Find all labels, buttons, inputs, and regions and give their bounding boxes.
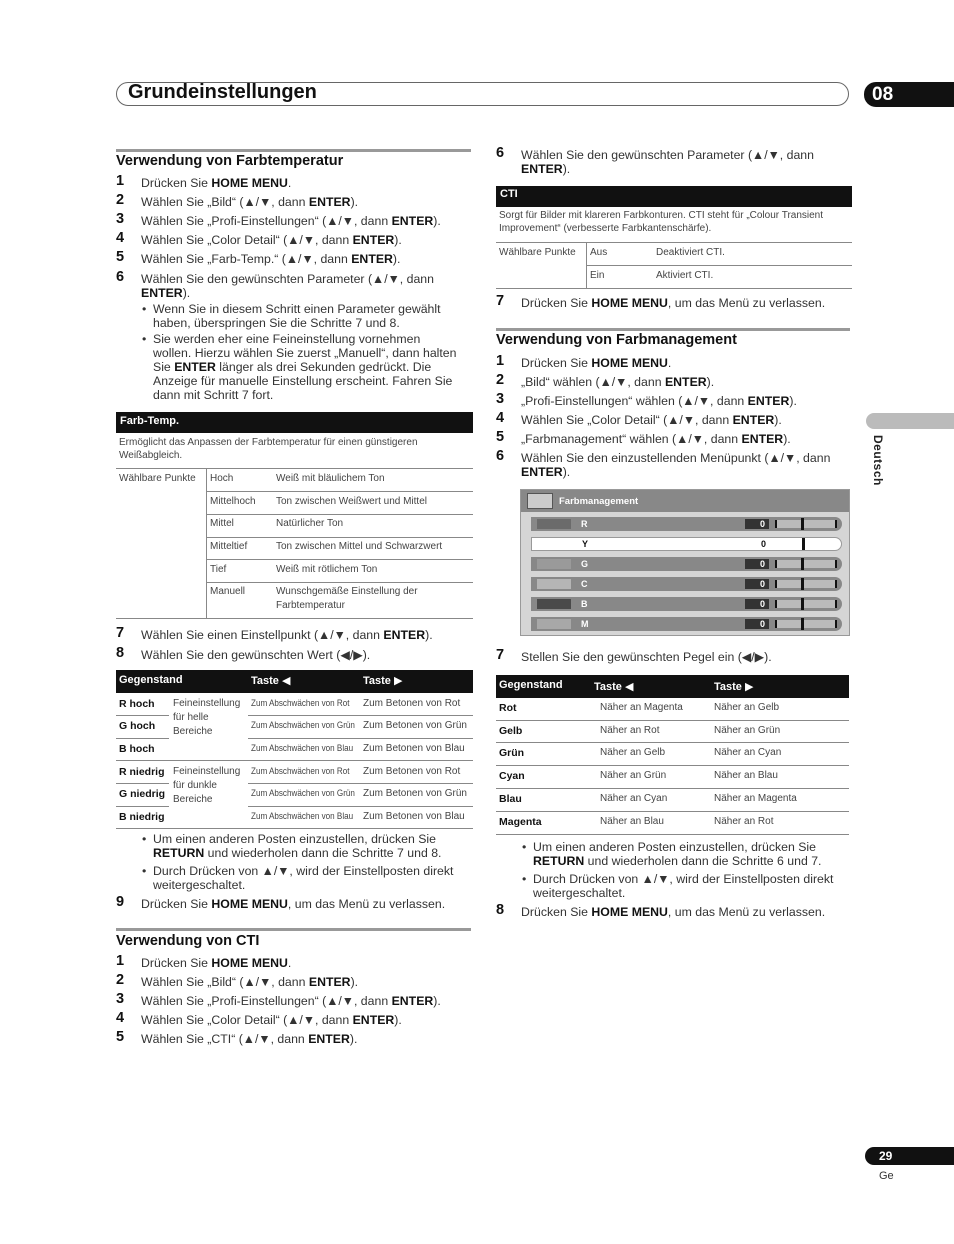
table-cell: Feineinstellung	[173, 766, 241, 777]
bullet-cont: Sie ENTER länger als drei Sekunden gedrückt. Die	[153, 360, 432, 374]
bullet-cont: weitergeschaltet.	[533, 886, 626, 900]
chapter-badge: 08	[864, 82, 954, 107]
bullet-cont: haben, überspringen Sie die Schritte 7 und 8.	[153, 316, 400, 330]
table-cell: Feineinstellung	[173, 698, 241, 709]
osd-slider[interactable]	[776, 540, 838, 548]
table-cell: Ton zwischen Mittel und Schwarzwert	[276, 541, 443, 552]
bullet: • Durch Drücken von ▲/▼, wird der Einstellposten direkt	[522, 872, 834, 886]
table-cell: Weiß mit bläulichem Ton	[276, 473, 385, 484]
table-cell: Mittel	[210, 518, 234, 529]
table-cell: Näher an Grün	[714, 725, 781, 736]
table-cell: Bereiche	[173, 726, 213, 737]
section-rule	[496, 328, 850, 331]
table-cell: Näher an Cyan	[714, 747, 782, 758]
table-cell: Farbtemperatur	[276, 600, 345, 611]
table-cell: Mitteltief	[210, 541, 248, 552]
table-cell: Blau	[499, 793, 522, 805]
osd-label: R	[581, 519, 588, 529]
table-cell: Aktiviert CTI.	[656, 270, 714, 281]
table-cell: Bereiche	[173, 794, 213, 805]
table-cell: G hoch	[119, 720, 156, 732]
table-cell: für helle	[173, 712, 209, 723]
osd-farbmanagement	[520, 489, 850, 636]
page-title: Grundeinstellungen	[128, 81, 317, 103]
osd-value: 0	[745, 599, 769, 609]
table-cell: R hoch	[119, 698, 155, 710]
table-cell: Zum Betonen von Blau	[363, 743, 465, 754]
osd-label: B	[581, 599, 588, 609]
table-title: CTI	[496, 186, 852, 207]
table-cell: Magenta	[499, 816, 542, 828]
bullet-cont: weitergeschaltet.	[153, 878, 246, 892]
table-cell: Zum Betonen von Grün	[363, 720, 467, 731]
table-desc: Weißabgleich.	[119, 450, 183, 461]
osd-label: C	[581, 579, 588, 589]
page-lang: Ge	[879, 1170, 894, 1182]
table-cell: Zum Abschwächen von Blau	[251, 811, 354, 821]
bullet: • Sie werden eher eine Feineinstellung vornehmen	[142, 332, 421, 346]
osd-row-b[interactable]	[531, 597, 842, 611]
table-cell: B niedrig	[119, 811, 165, 823]
section-title-farbtemperatur: Verwendung von Farbtemperatur	[116, 153, 344, 169]
table-cell: Gelb	[499, 725, 523, 737]
table-cell: Näher an Cyan	[600, 793, 668, 804]
table-cell: Grün	[499, 747, 525, 759]
bullet-cont: wollen. Hierzu wählen Sie zuerst „Manuell“, dann halten	[153, 346, 457, 360]
row-label: Wählbare Punkte	[119, 473, 196, 484]
table-cell: Ein	[590, 270, 605, 281]
osd-row-r[interactable]	[531, 517, 842, 531]
table-cell: Näher an Gelb	[714, 702, 780, 713]
row-label: Wählbare Punkte	[499, 247, 576, 258]
table-cell: Zum Abschwächen von Grün	[251, 788, 355, 798]
table-cell: Näher an Grün	[600, 770, 667, 781]
table-cell: Wunschgemäße Einstellung der	[276, 586, 418, 597]
osd-value: 0	[745, 519, 769, 529]
page-number: 29	[865, 1147, 954, 1165]
table-cell: Mittelhoch	[210, 496, 256, 507]
table-desc: Ermöglicht das Anpassen der Farbtemperatur für einen günstigeren	[119, 437, 418, 448]
table-cell: Näher an Magenta	[600, 702, 683, 713]
table-cell: B hoch	[119, 743, 155, 755]
bullet: • Um einen anderen Posten einzustellen, drücken Sie	[522, 840, 817, 854]
table-cell: Näher an Blau	[600, 816, 664, 827]
osd-label: G	[581, 559, 589, 569]
osd-value: 0	[745, 579, 769, 589]
osd-label: M	[581, 619, 589, 629]
section-rule	[116, 928, 471, 931]
osd-header	[521, 490, 849, 512]
table-title: Farb-Temp.	[116, 412, 473, 433]
bullet: • Wenn Sie in diesem Schritt einen Parameter gewählt	[142, 302, 441, 316]
table-cell: Zum Betonen von Grün	[363, 788, 467, 799]
table-cell: Cyan	[499, 770, 525, 782]
table-cell: Zum Betonen von Blau	[363, 811, 465, 822]
table-cell: G niedrig	[119, 788, 166, 800]
table-cell: Deaktiviert CTI.	[656, 247, 725, 258]
table-cell: Zum Abschwächen von Blau	[251, 743, 354, 753]
osd-slider[interactable]	[775, 620, 837, 628]
osd-slider[interactable]	[775, 580, 837, 588]
table-cell: Tief	[210, 564, 227, 575]
table-cell: Näher an Gelb	[600, 747, 666, 758]
section-title-cti: Verwendung von CTI	[116, 933, 260, 949]
table-cell: für dunkle	[173, 780, 217, 791]
table-cell: Zum Betonen von Rot	[363, 698, 461, 709]
table-cell: Näher an Rot	[714, 816, 774, 827]
table-cell: Näher an Magenta	[714, 793, 797, 804]
table-cell: Rot	[499, 702, 517, 714]
section-rule	[116, 149, 471, 152]
osd-row-y[interactable]	[531, 537, 842, 551]
osd-value: 0	[746, 539, 770, 549]
bullet-cont: dann mit Schritt 7 fort.	[153, 388, 274, 402]
bullet: • Durch Drücken von ▲/▼, wird der Einstellposten direkt	[142, 864, 454, 878]
table-cell: Näher an Blau	[714, 770, 778, 781]
table-header: Gegenstand Taste ◀ Taste ▶	[496, 675, 849, 698]
bullet: • Um einen anderen Posten einzustellen, drücken Sie	[142, 832, 437, 846]
bullet-cont: RETURN und wiederholen dann die Schritte 6 und 7.	[533, 854, 822, 868]
table-cell: Weiß mit rötlichem Ton	[276, 564, 378, 575]
bullet-cont: RETURN und wiederholen dann die Schritte 7 und 8.	[153, 846, 442, 860]
osd-value: 0	[745, 619, 769, 629]
table-header: Gegenstand Taste ◀ Taste ▶	[116, 670, 473, 693]
table-cell: Hoch	[210, 473, 234, 484]
section-title-farbmanagement: Verwendung von Farbmanagement	[496, 332, 737, 348]
bullet-cont: Anzeige für manuelle Einstellung erscheint. Fahren Sie	[153, 374, 453, 388]
table-cell: Aus	[590, 247, 608, 258]
osd-row-c[interactable]	[531, 577, 842, 591]
osd-row-m[interactable]	[531, 617, 842, 631]
osd-slider[interactable]	[775, 560, 837, 568]
osd-title: Farbmanagement	[559, 496, 639, 507]
table-cell: Natürlicher Ton	[276, 518, 344, 529]
language-label: Deutsch	[871, 435, 885, 486]
osd-slider[interactable]	[775, 600, 837, 608]
table-cell: Näher an Rot	[600, 725, 660, 736]
language-tab	[866, 413, 954, 429]
table-cell: Zum Abschwächen von Rot	[251, 698, 350, 708]
table-desc: Sorgt für Bilder mit klareren Farbkonturen. CTI steht für „Colour Transient	[499, 210, 824, 221]
table-cell: Ton zwischen Weißwert und Mittel	[276, 496, 427, 507]
osd-slider[interactable]	[775, 520, 837, 528]
table-cell: Zum Abschwächen von Grün	[251, 720, 355, 730]
osd-row-g[interactable]	[531, 557, 842, 571]
table-desc: Improvement“ (verbesserte Farbkantenschärfe).	[499, 223, 712, 234]
table-cell: R niedrig	[119, 766, 165, 778]
menu-icon	[527, 493, 553, 509]
table-cell: Zum Abschwächen von Rot	[251, 766, 350, 776]
osd-label: Y	[582, 539, 589, 549]
osd-value: 0	[745, 559, 769, 569]
table-cell: Zum Betonen von Rot	[363, 766, 461, 777]
table-cell: Manuell	[210, 586, 246, 597]
